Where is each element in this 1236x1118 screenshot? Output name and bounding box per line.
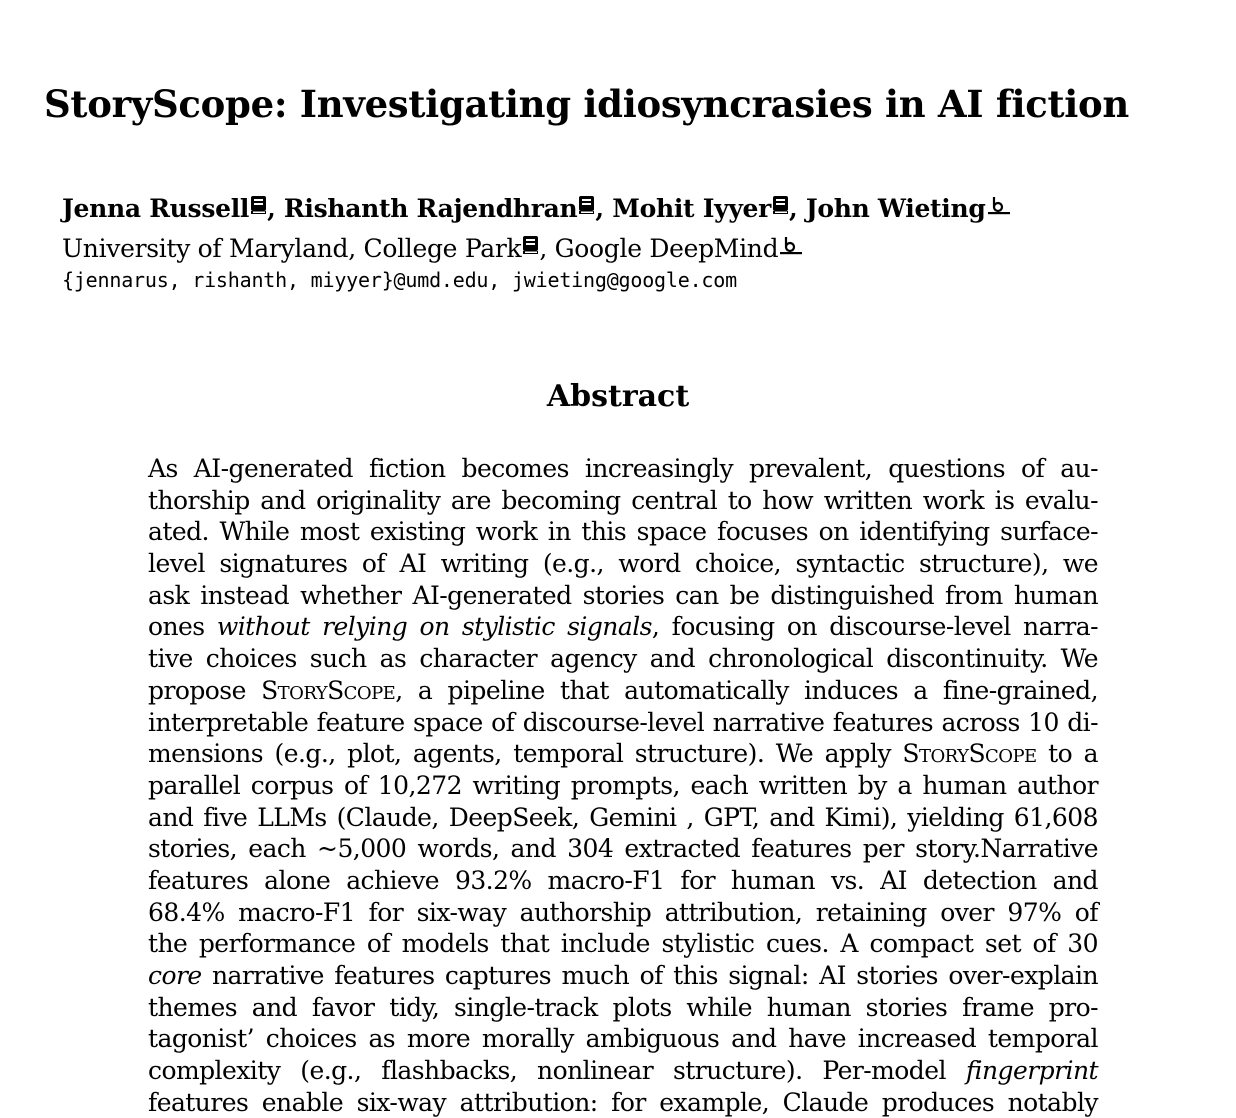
affiliation-google: Google DeepMind: [554, 234, 779, 263]
abstract-line: level signatures of AI writing (e.g., word choice, syntactic structure), we: [148, 549, 1098, 579]
text-run: , a pipeline that automatically induces a fine-grained,: [395, 675, 1098, 705]
system-name: StoryScope: [261, 675, 396, 705]
italic-phrase: fingerprint: [965, 1056, 1098, 1086]
text-run: , focusing on discourse-level narra-: [651, 612, 1098, 642]
author-name: John Wieting: [805, 194, 986, 223]
affiliation-separator: ,: [539, 234, 555, 263]
abstract-line: ated. While most existing work in this space focuses on identifying surface-: [148, 517, 1098, 547]
abstract-line: tagonist’ choices as more morally ambiguous and have increased temporal: [148, 1024, 1098, 1054]
abstract-line: 68.4% macro-F1 for six-way authorship attribution, retaining over 97% of: [148, 897, 1098, 927]
book-icon: [522, 230, 539, 264]
system-name: StoryScope: [902, 739, 1037, 769]
text-run: narrative features captures much of this signal: AI stories over-explain: [201, 961, 1098, 990]
abstract-line: ask instead whether AI-generated stories can be distinguished from human: [148, 580, 1098, 610]
author-list: [62, 190, 1162, 226]
author-separator: ,: [267, 194, 284, 223]
abstract-line: tive choices such as character agency and chronological discontinuity. We: [148, 644, 1098, 674]
author-name: Jenna Russell: [62, 194, 250, 223]
text-run: complexity (e.g., flashbacks, nonlinear structure). Per-model: [148, 1056, 966, 1086]
author-name: Rishanth Rajendhran: [283, 194, 578, 223]
book-icon: [772, 190, 789, 224]
author-separator: ,: [595, 194, 613, 223]
abstract-body: [148, 453, 1098, 1117]
abstract-line: features enable six-way attribution: for example, Claude produces notably: [148, 1087, 1098, 1117]
author-name: Mohit Iyyer: [612, 194, 772, 223]
affiliations: [62, 230, 1162, 266]
abstract-line: [148, 960, 1098, 992]
abstract-line: and five LLMs (Claude, DeepSeek, Gemini , GPT, and Kimi), yielding 61,608: [148, 802, 1098, 832]
email-umd: {jennarus, rishanth, miyyer}@umd.edu,: [62, 268, 501, 292]
abstract-line: [148, 1055, 1098, 1087]
abstract-line: features alone achieve 93.2% macro-F1 for human vs. AI detection and: [148, 865, 1098, 895]
abstract-line: As AI-generated fiction becomes increasingly prevalent, questions of au-: [148, 454, 1098, 483]
abstract-line: [148, 611, 1098, 643]
text-run: ones: [148, 612, 217, 642]
italic-phrase: without relying on stylistic signals: [216, 612, 652, 642]
author-separator: ,: [789, 194, 806, 223]
abstract-line: stories, each ~5,000 words, and 304 extracted features per story.Narrative: [148, 834, 1098, 864]
deepmind-icon: [779, 230, 803, 264]
text-run: mensions (e.g., plot, agents, temporal structure). We apply: [148, 739, 903, 769]
book-icon: [250, 190, 267, 224]
paper-title: StoryScope: Investigating idiosyncrasies in AI fiction: [44, 82, 1130, 126]
abstract-line: interpretable feature space of discourse-level narrative features across 10 di-: [148, 707, 1098, 737]
deepmind-icon: [987, 190, 1011, 224]
email-google: jwieting@google.com: [511, 268, 737, 292]
abstract-line: themes and favor tidy, single-track plots while human stories frame pro-: [148, 992, 1098, 1022]
abstract-line: parallel corpus of 10,272 writing prompts, each written by a human author: [148, 770, 1098, 800]
book-icon: [578, 190, 595, 224]
affiliation-umd: University of Maryland, College Park: [62, 234, 522, 263]
italic-phrase: core: [148, 961, 202, 990]
abstract-line: the performance of models that include stylistic cues. A compact set of 30: [148, 929, 1098, 959]
abstract-line: [148, 675, 1098, 707]
abstract-heading: Abstract: [546, 379, 690, 414]
text-run: to a: [1036, 739, 1098, 769]
author-emails: [62, 266, 1162, 294]
text-run: propose: [148, 675, 262, 705]
abstract-line: thorship and originality are becoming central to how written work is evalu-: [148, 485, 1098, 515]
abstract-line: [148, 738, 1098, 770]
